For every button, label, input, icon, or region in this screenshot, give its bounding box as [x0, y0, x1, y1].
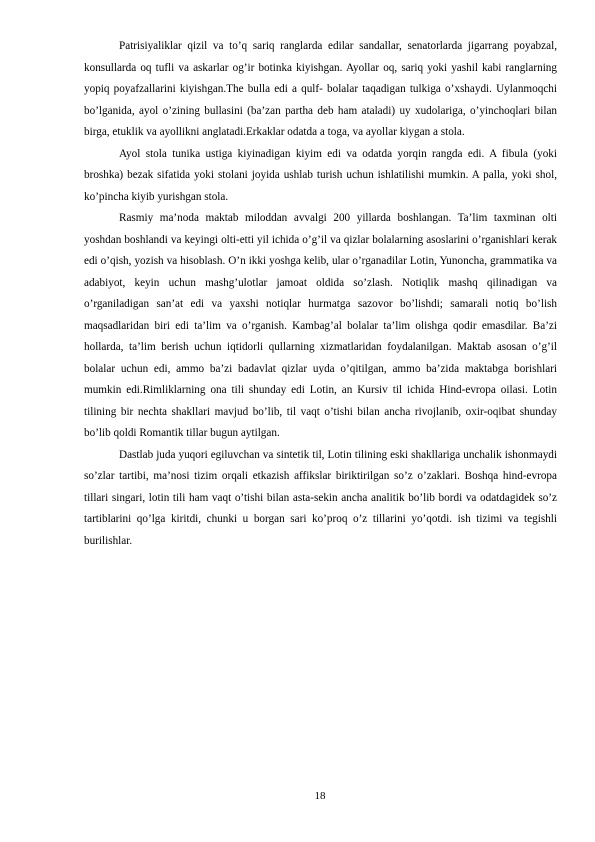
page-number: 18 — [314, 790, 326, 802]
paragraph-education: Rasmiy ma’noda maktab miloddan avvalgi 200 yillarda boshlangan. Ta’lim taxminan olti yoshdan boshlandi va keyingi olti-etti yil ichida o’g’il va qizlar bolalarning asoslarini o’rganishlari kerak edi o’qish, yozish va hisoblash. O’n ikki yoshga kelib, ular o’rganadilar Lotin, Yunoncha, grammatika va adabiyot, keyin uchun mashg’ulotlar jamoat oldida so’zlash. Notiqlik mashq qilinadigan va o’rganiladigan san’at edi va yaxshi notiqlar hurmatga sazovor bo’lishdi; samarali notiq bo’lish maqsadlaridan biri edi ta’lim va o’rganish. Kambag’al bolalar ta’lim olishga qodir emasdilar. Ba’zi hollarda, ta’lim berish uchun iqtidorli qullarning xizmatlaridan foydalanilgan. Maktab asosan o’g’il bolalar uchun edi, ammo ba’zi badavlat qizlar uyda o’qitilgan, ammo ba’zida maktabga borishlari mumkin edi.Rimliklarning ona tili shunday edi Lotin, an Kursiv til ichida Hind-evropa oilasi. Lotin tilining bir nechta shakllari mavjud bo’lib, til vaqt o’tishi bilan ancha rivojlanib, oxir-oqibat shunday bo’lib qoldi Romantik tillar bugun aytilgan. — [84, 212, 557, 439]
paragraph-roman-footwear: Patrisiyaliklar qizil va to’q sariq ranglarda edilar sandallar, senatorlarda jigarrang poyabzal, konsullarda oq tufli va askarlar og’ir botinka kiyishgan. Ayollar oq, sariq yoki yashil kabi ranglarning yopiq poyafzallarini kiyishgan.The bulla edi a qulf- bolalar taqadigan tulkiga o’xshaydi. Uylanmoqchi bo’lganida, ayol o’zining bullasini (ba’zan partha deb ham ataladi) uy xudolariga, o’yinchoqlari bilan birga, etuklik va ayollikni anglatadi.Erkaklar odatda a toga, va ayollar kiygan a stola. — [84, 40, 557, 138]
paragraph-stola: Ayol stola tunika ustiga kiyinadigan kiyim edi va odatda yorqin rangda edi. A fibula (yoki broshka) bezak sifatida yoki stolani joyida ushlab turish uchun ishlatilishi mumkin. A palla, yoki shol, ko’pincha kiyib yurishgan stola. — [84, 147, 557, 203]
document-page — [84, 36, 557, 552]
paragraph-latin-language: Dastlab juda yuqori egiluvchan va sintetik til, Lotin tilining eski shakllariga unchalik ishonmaydi so’zlar tartibi, ma’nosi tizim orqali etkazish affikslar biriktirilgan so’z o’zaklari. Boshqa hind-evropa tillari singari, lotin tili ham vaqt o’tishi bilan asta-sekin ancha analitik bo’lib bordi va odatdagidek so’z tartiblarini qo’lga kiritdi, chunki u borgan sari ko’proq o’z tillarini yo’qotdi. ish tizimi va tegishli burilishlar. — [84, 448, 557, 547]
